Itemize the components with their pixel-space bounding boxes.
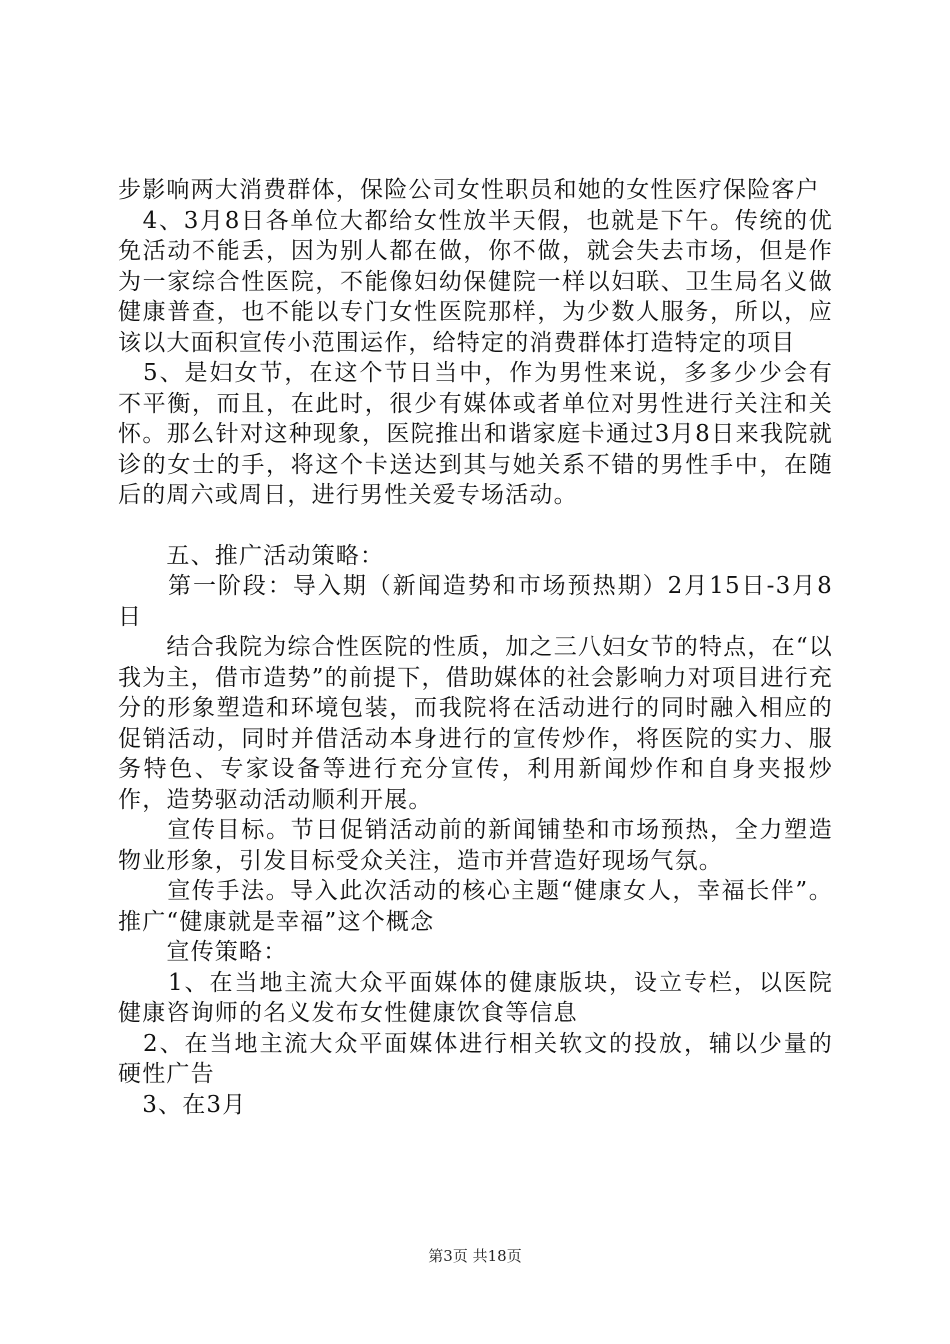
paragraph-strategy-item-3: 3、在3月: [118, 1091, 247, 1118]
paragraph-strategy-item-1: 1、在当地主流大众平面媒体的健康版块，设立专栏，以医院健康咨询师的名义发布女性健康饮食等信息: [118, 969, 833, 1026]
paragraph-item-5: 5、是妇女节，在这个节日当中，作为男性来说，多多少少会有不平衡，而且，在此时，很少有媒体或者单位对男性进行关注和关怀。那么针对这种现象，医院推出和谐家庭卡通过3月8日来我院就诊的女士的手，将这个卡送达到其与她关系不错的男性手中，在随后的周六或周日，进行男性关爱专场活动。: [118, 360, 833, 508]
paragraph-publicity-strategy-heading: 宣传策略：: [118, 939, 288, 965]
phase-one-heading: 第一阶段：导入期（新闻造势和市场预热期）2月15日-3月8日: [118, 573, 833, 630]
paragraph-phase-one-body: 结合我院为综合性医院的性质，加之三八妇女节的特点，在“以我为主，借市造势”的前提下，借助媒体的社会影响力对项目进行充分的形象塑造和环境包装，而我院将在活动进行的同时融入相应的促销活动，同时并借活动本身进行的宣传炒作，将医院的实力、服务特色、专家设备等进行充分宣传，利用新闻炒作和自身夹报炒作，造势驱动活动顺利开展。: [118, 634, 833, 813]
section-heading-promotion-strategy: 五、推广活动策略：: [118, 542, 385, 569]
paragraph-continuation: 步影响两大消费群体，保险公司女性职员和她的女性医疗保险客户: [118, 177, 820, 203]
paragraph-publicity-method: 宣传手法。导入此次活动的核心主题“健康女人，幸福长伴”。推广“健康就是幸福”这个概念: [118, 878, 833, 935]
paragraph-item-4: 4、3月8日各单位大都给女性放半天假，也就是下午。传统的优免活动不能丢，因为别人都在做，你不做，就会失去市场，但是作为一家综合性医院，不能像妇幼保健院一样以妇联、卫生局名义做健康普查，也不能以专门女性医院那样，为少数人服务，所以，应该以大面积宣传小范围运作，给特定的消费群体打造特定的项目: [118, 207, 833, 356]
paragraph-gap: [118, 511, 833, 541]
page-footer: 第3页 共18页: [428, 1247, 522, 1265]
paragraph-strategy-item-2: 2、在当地主流大众平面媒体进行相关软文的投放，辅以少量的硬性广告: [118, 1030, 833, 1087]
document-body: [118, 175, 833, 1120]
paragraph-publicity-goal: 宣传目标。节日促销活动前的新闻铺垫和市场预热，全力塑造物业形象，引发目标受众关注，造市并营造好现场气氛。: [118, 817, 833, 874]
